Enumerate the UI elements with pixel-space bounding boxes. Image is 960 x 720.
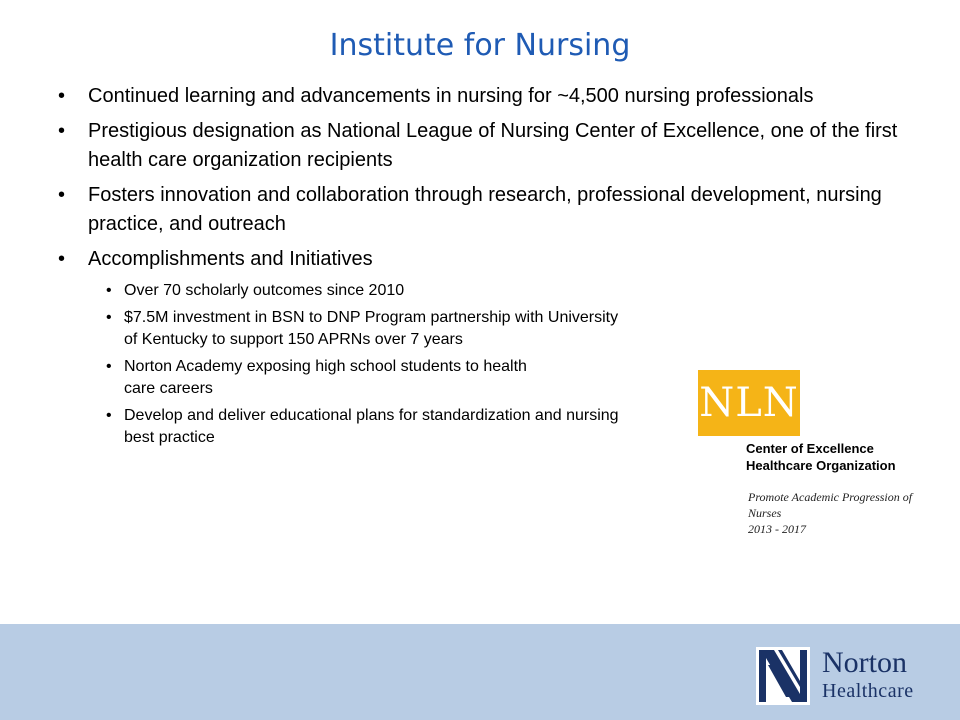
nln-line1: Center of Excellence (746, 441, 874, 456)
nln-line2: Healthcare Organization (746, 458, 896, 473)
bullet-item: • Prestigious designation as National League of Nursing Center of Excellence, one of the first health care organization recipients (58, 117, 918, 175)
footer-band (0, 624, 960, 720)
logo-top: Norton (822, 646, 907, 679)
nln-badge (698, 370, 938, 536)
nln-years: 2013 - 2017 (748, 522, 806, 536)
nln-promote (748, 489, 938, 537)
nln-promote-text: Promote Academic Progression of Nurses (748, 490, 913, 520)
logo-bottom: Healthcare (822, 680, 914, 702)
bullet-item: • Fosters innovation and collaboration through research, professional development, nursing practice, and outreach (58, 181, 918, 239)
nln-designation (746, 440, 936, 474)
nln-logo: NLN (698, 370, 800, 436)
norton-logo-text (822, 648, 914, 701)
sub-bullet-item: • Develop and deliver educational plans for standardization and nursing best practice (94, 405, 634, 449)
slide-title: Institute for Nursing (329, 28, 631, 63)
norton-n-icon (756, 647, 810, 705)
sub-bullet-item: • $7.5M investment in BSN to DNP Program partnership with University of Kentucky to support 150 APRNs over 7 years (94, 307, 634, 351)
bullet-item: • Continued learning and advancements in nursing for ~4,500 nursing professionals (58, 82, 918, 111)
bullet-label: Accomplishments and Initiatives (88, 248, 373, 270)
sub-bullet-list (94, 280, 634, 449)
sub-bullet-item: • Over 70 scholarly outcomes since 2010 (94, 280, 634, 302)
sub-bullet-item: • Norton Academy exposing high school students to health care careers (94, 356, 554, 400)
